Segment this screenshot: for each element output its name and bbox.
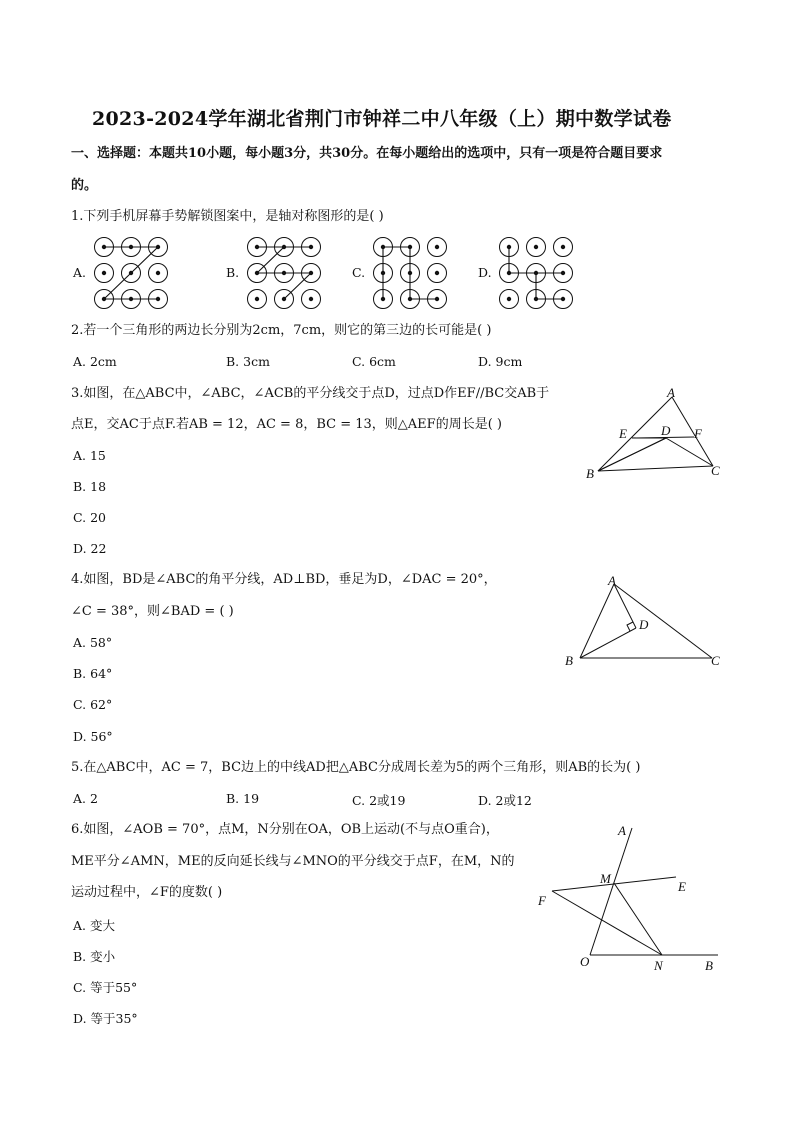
q3-option-a: A. 15 xyxy=(73,448,106,463)
q1-option-a-label: A. xyxy=(73,265,87,280)
pattern-node-dot xyxy=(282,245,286,249)
q3-label-a: A xyxy=(667,385,675,400)
q3-option-c: C. 20 xyxy=(73,510,106,525)
q3-triangle-figure xyxy=(580,385,730,485)
q4-label-a: A xyxy=(608,573,616,588)
q2-option-d: D. 9cm xyxy=(478,354,523,369)
q6-label-a: A xyxy=(618,823,626,838)
pattern-node-dot xyxy=(561,271,565,275)
q6-option-a: A. 变大 xyxy=(73,918,115,933)
q3-stem-line2: 点E，交AC于点F.若AB = 12，AC = 8，BC = 13，则△AEF的周长是( ) xyxy=(71,417,502,432)
q4-triangle-figure xyxy=(560,572,730,672)
pattern-node-dot xyxy=(435,297,439,301)
pattern-node-dot xyxy=(561,297,565,301)
q3-label-f: F xyxy=(694,426,702,441)
section-heading-line2: 的。 xyxy=(71,178,98,193)
q5-stem: 5.在△ABC中，AC = 7，BC边上的中线AD把△ABC分成周长差为5的两个三角形，则AB的长为( ) xyxy=(71,760,641,775)
pattern-node-dot xyxy=(102,271,106,275)
pattern-node-dot xyxy=(129,245,133,249)
q6-label-e: E xyxy=(678,879,686,894)
q1-pattern-c xyxy=(372,236,450,310)
q4-option-b: B. 64° xyxy=(73,666,113,681)
pattern-node-dot xyxy=(435,245,439,249)
q3-option-d: D. 22 xyxy=(73,541,107,556)
pattern-node-dot xyxy=(255,297,259,301)
page-title: 2023-2024学年湖北省荆门市钟祥二中八年级（上）期中数学试卷 xyxy=(92,108,672,130)
pattern-stroke xyxy=(131,247,158,273)
pattern-node-dot xyxy=(381,245,385,249)
pattern-node-dot xyxy=(282,271,286,275)
q4-option-a: A. 58° xyxy=(73,635,113,650)
pattern-node-dot xyxy=(102,245,106,249)
pattern-node-dot xyxy=(408,297,412,301)
q6-stem-line1: 6.如图，∠AOB = 70°，点M，N分别在OA，OB上运动(不与点O重合)， xyxy=(71,822,499,837)
q5-option-d: D. 2或12 xyxy=(478,793,532,808)
q2-option-c: C. 6cm xyxy=(352,354,396,369)
q1-option-d-label: D. xyxy=(478,265,492,280)
q1-pattern-d xyxy=(498,236,576,310)
q1-pattern-a xyxy=(93,236,171,310)
q3-label-b: B xyxy=(586,466,594,481)
pattern-node-dot xyxy=(534,245,538,249)
pattern-node-dot xyxy=(102,297,106,301)
pattern-node-dot xyxy=(309,271,313,275)
q4-option-d: D. 56° xyxy=(73,729,113,744)
q6-label-b: B xyxy=(705,958,713,973)
q4-stem-line2: ∠C = 38°，则∠BAD = ( ) xyxy=(71,604,234,619)
q6-option-c: C. 等于55° xyxy=(73,980,138,995)
q4-label-c: C xyxy=(711,653,720,668)
q4-stem-line1: 4.如图，BD是∠ABC的角平分线，AD⊥BD，垂足为D，∠DAC = 20°， xyxy=(71,572,497,587)
q5-option-c: C. 2或19 xyxy=(352,793,406,808)
pattern-node-dot xyxy=(534,271,538,275)
q6-stem-line3: 运动过程中，∠F的度数( ) xyxy=(71,885,223,900)
pattern-node-dot xyxy=(156,297,160,301)
q2-option-a: A. 2cm xyxy=(73,354,117,369)
pattern-node-dot xyxy=(435,271,439,275)
q6-label-f: F xyxy=(538,893,546,908)
pattern-stroke xyxy=(284,273,311,299)
q3-label-e: E xyxy=(619,426,627,441)
q1-option-c-label: C. xyxy=(352,265,366,280)
q6-option-d: D. 等于35° xyxy=(73,1011,138,1026)
q1-pattern-b xyxy=(246,236,324,310)
pattern-node-dot xyxy=(129,271,133,275)
pattern-node-dot xyxy=(129,297,133,301)
q4-option-c: C. 62° xyxy=(73,697,113,712)
q6-label-o: O xyxy=(580,954,590,969)
q5-option-b: B. 19 xyxy=(226,791,260,806)
q2-stem: 2.若一个三角形的两边长分别为2cm，7cm，则它的第三边的长可能是( ) xyxy=(71,323,492,338)
pattern-stroke xyxy=(257,247,284,273)
q6-stem-line2: ME平分∠AMN，ME的反向延长线与∠MNO的平分线交于点F，在M，N的 xyxy=(71,854,515,869)
q3-stem-line1: 3.如图，在△ABC中，∠ABC，∠ACB的平分线交于点D，过点D作EF//BC交AB于 xyxy=(71,386,550,401)
pattern-node-dot xyxy=(561,245,565,249)
q6-option-b: B. 变小 xyxy=(73,949,116,964)
q6-label-n: N xyxy=(654,958,663,973)
pattern-node-dot xyxy=(507,245,511,249)
pattern-node-dot xyxy=(309,297,313,301)
pattern-node-dot xyxy=(309,245,313,249)
pattern-node-dot xyxy=(156,271,160,275)
q4-label-b: B xyxy=(565,653,573,668)
q1-stem: 1.下列手机屏幕手势解锁图案中，是轴对称图形的是( ) xyxy=(71,209,384,224)
pattern-node-dot xyxy=(381,271,385,275)
q6-angle-figure xyxy=(530,820,730,980)
q1-option-b-label: B. xyxy=(226,265,240,280)
section-heading-line1: 一、选择题：本题共10小题，每小题3分，共30分。在每小题给出的选项中，只有一项是符合题目要求 xyxy=(71,146,663,161)
q3-option-b: B. 18 xyxy=(73,479,107,494)
q3-label-d: D xyxy=(661,423,671,438)
pattern-node-dot xyxy=(507,271,511,275)
pattern-node-dot xyxy=(408,245,412,249)
q4-label-d: D xyxy=(639,617,649,632)
pattern-node-dot xyxy=(507,297,511,301)
pattern-node-dot xyxy=(282,297,286,301)
pattern-node-dot xyxy=(255,245,259,249)
q6-label-m: M xyxy=(600,871,611,886)
pattern-node-dot xyxy=(534,297,538,301)
pattern-node-dot xyxy=(381,297,385,301)
pattern-node-dot xyxy=(156,245,160,249)
pattern-node-dot xyxy=(255,271,259,275)
pattern-node-dot xyxy=(408,271,412,275)
q2-option-b: B. 3cm xyxy=(226,354,270,369)
q3-label-c: C xyxy=(711,463,720,478)
q5-option-a: A. 2 xyxy=(73,791,98,806)
pattern-stroke xyxy=(104,273,131,299)
